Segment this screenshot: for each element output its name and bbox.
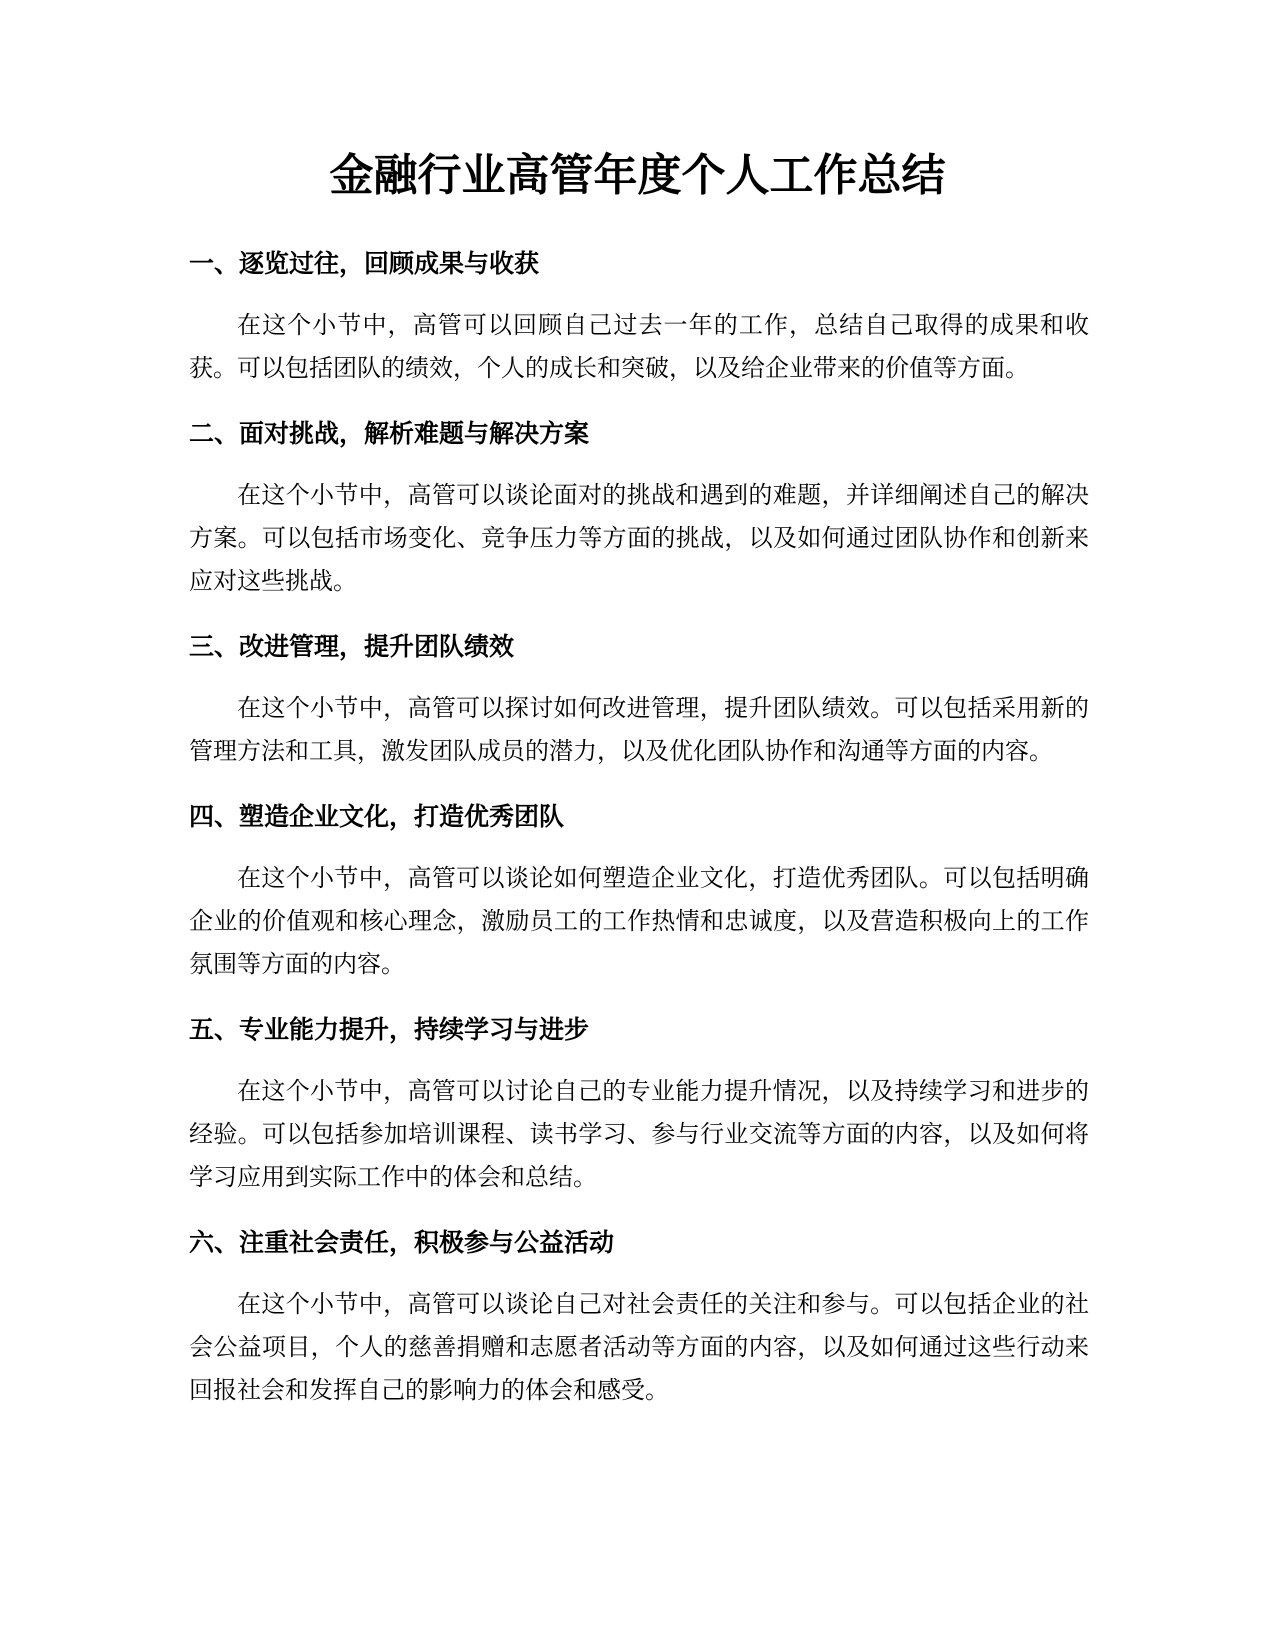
section-paragraph: 在这个小节中，高管可以讨论自己的专业能力提升情况，以及持续学习和进步的经验。可以包括参加培训课程、读书学习、参与行业交流等方面的内容，以及如何将学习应用到实际工作中的体会和总结。	[189, 1077, 1089, 1191]
section-heading: 二、面对挑战，解析难题与解决方案	[189, 419, 590, 448]
section-6	[189, 1225, 1089, 1412]
section-paragraph: 在这个小节中，高管可以回顾自己过去一年的工作，总结自己取得的成果和收获。可以包括团队的绩效，个人的成长和突破，以及给企业带来的价值等方面。	[189, 311, 1089, 382]
section-3	[189, 629, 1089, 773]
document-title: 金融行业高管年度个人工作总结	[329, 150, 946, 201]
section-1	[189, 246, 1089, 390]
section-heading: 六、注重社会责任，积极参与公益活动	[189, 1228, 615, 1257]
section-paragraph: 在这个小节中，高管可以探讨如何改进管理，提升团队绩效。可以包括采用新的管理方法和工具，激发团队成员的潜力，以及优化团队协作和沟通等方面的内容。	[189, 694, 1089, 765]
document-content	[189, 246, 1089, 1438]
section-heading: 四、塑造企业文化，打造优秀团队	[189, 802, 565, 831]
section-paragraph: 在这个小节中，高管可以谈论面对的挑战和遇到的难题，并详细阐述自己的解决方案。可以包括市场变化、竞争压力等方面的挑战，以及如何通过团队协作和创新来应对这些挑战。	[189, 481, 1089, 595]
section-heading: 三、改进管理，提升团队绩效	[189, 632, 515, 661]
section-5	[189, 1012, 1089, 1199]
section-2	[189, 416, 1089, 603]
section-4	[189, 799, 1089, 986]
section-paragraph: 在这个小节中，高管可以谈论如何塑造企业文化，打造优秀团队。可以包括明确企业的价值观和核心理念，激励员工的工作热情和忠诚度，以及营造积极向上的工作氛围等方面的内容。	[189, 864, 1089, 978]
section-heading: 五、专业能力提升，持续学习与进步	[189, 1015, 590, 1044]
section-heading: 一、逐览过往，回顾成果与收获	[189, 249, 540, 278]
section-paragraph: 在这个小节中，高管可以谈论自己对社会责任的关注和参与。可以包括企业的社会公益项目，个人的慈善捐赠和志愿者活动等方面的内容，以及如何通过这些行动来回报社会和发挥自己的影响力的体会和感受。	[189, 1290, 1089, 1404]
